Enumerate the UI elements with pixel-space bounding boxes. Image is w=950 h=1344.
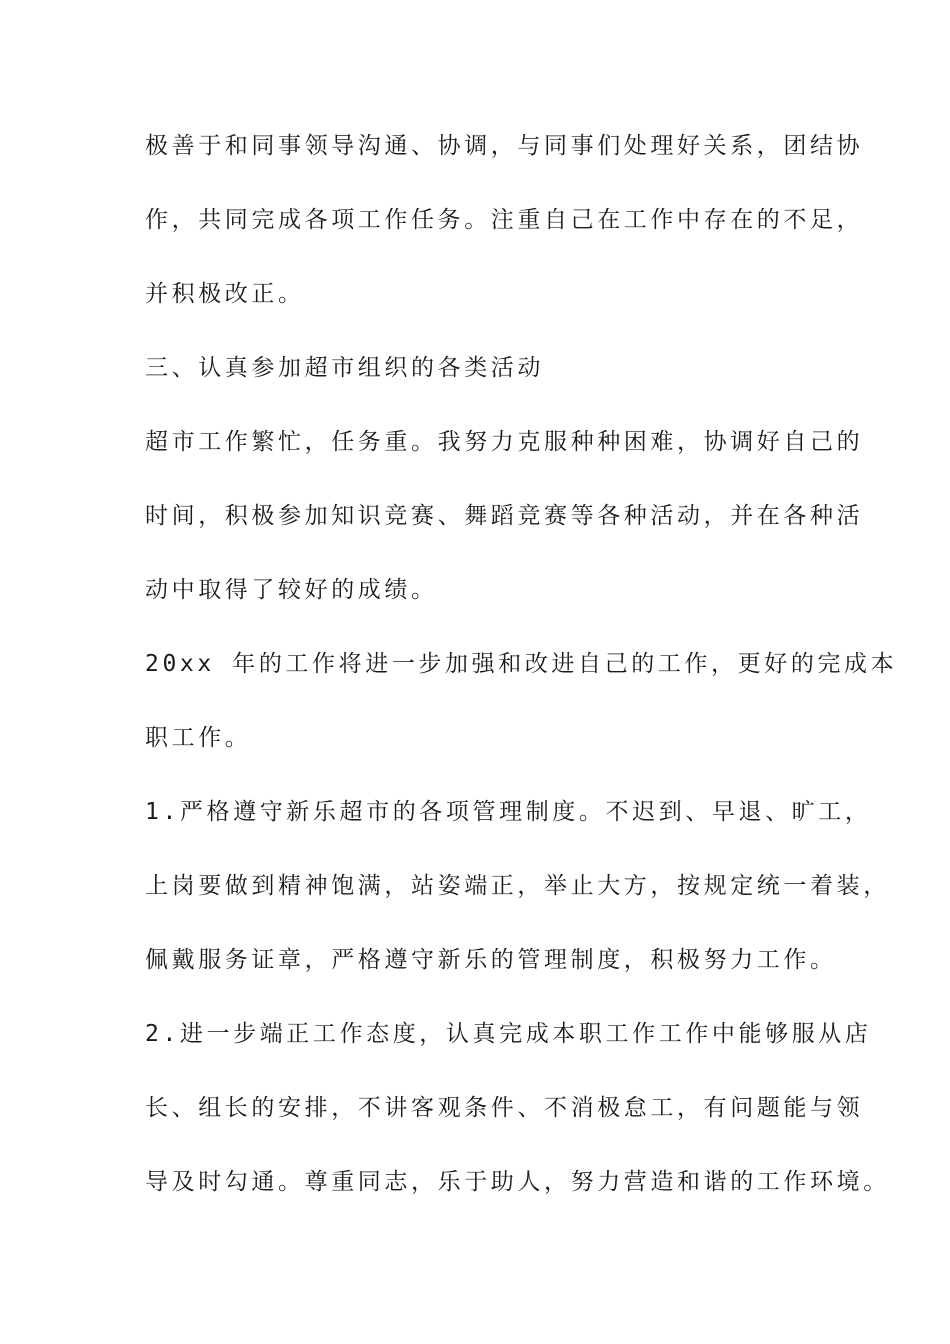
text-line: 20xx 年的工作将进一步加强和改进自己的工作，更好的完成本 <box>145 651 898 677</box>
text-line: 作，共同完成各项工作任务。注重自己在工作中存在的不足， <box>145 207 864 233</box>
text-line: 并积极改正。 <box>145 281 305 307</box>
text-line: 时间，积极参加知识竞赛、舞蹈竞赛等各种活动，并在各种活 <box>145 503 864 529</box>
text-line: 导及时勾通。尊重同志，乐于助人，努力营造和谐的工作环境。 <box>145 1169 890 1195</box>
list-item-1-line: 1.严格遵守新乐超市的各项管理制度。不迟到、早退、旷工， <box>145 799 872 825</box>
text-line: 动中取得了较好的成绩。 <box>145 577 438 603</box>
text-line: 佩戴服务证章，严格遵守新乐的管理制度，积极努力工作。 <box>145 947 837 973</box>
text-line: 极善于和同事领导沟通、协调，与同事们处理好关系，团结协 <box>145 133 864 159</box>
section-heading: 三、认真参加超市组织的各类活动 <box>145 355 544 381</box>
text-line: 上岗要做到精神饱满，站姿端正，举止大方，按规定统一着装， <box>145 873 890 899</box>
list-item-2-line: 2.进一步端正工作态度，认真完成本职工作工作中能够服从店 <box>145 1021 872 1047</box>
text-line: 超市工作繁忙，任务重。我努力克服种种困难，协调好自己的 <box>145 429 864 455</box>
text-line: 职工作。 <box>145 725 252 751</box>
text-line: 长、组长的安排，不讲客观条件、不消极怠工，有问题能与领 <box>145 1095 864 1121</box>
